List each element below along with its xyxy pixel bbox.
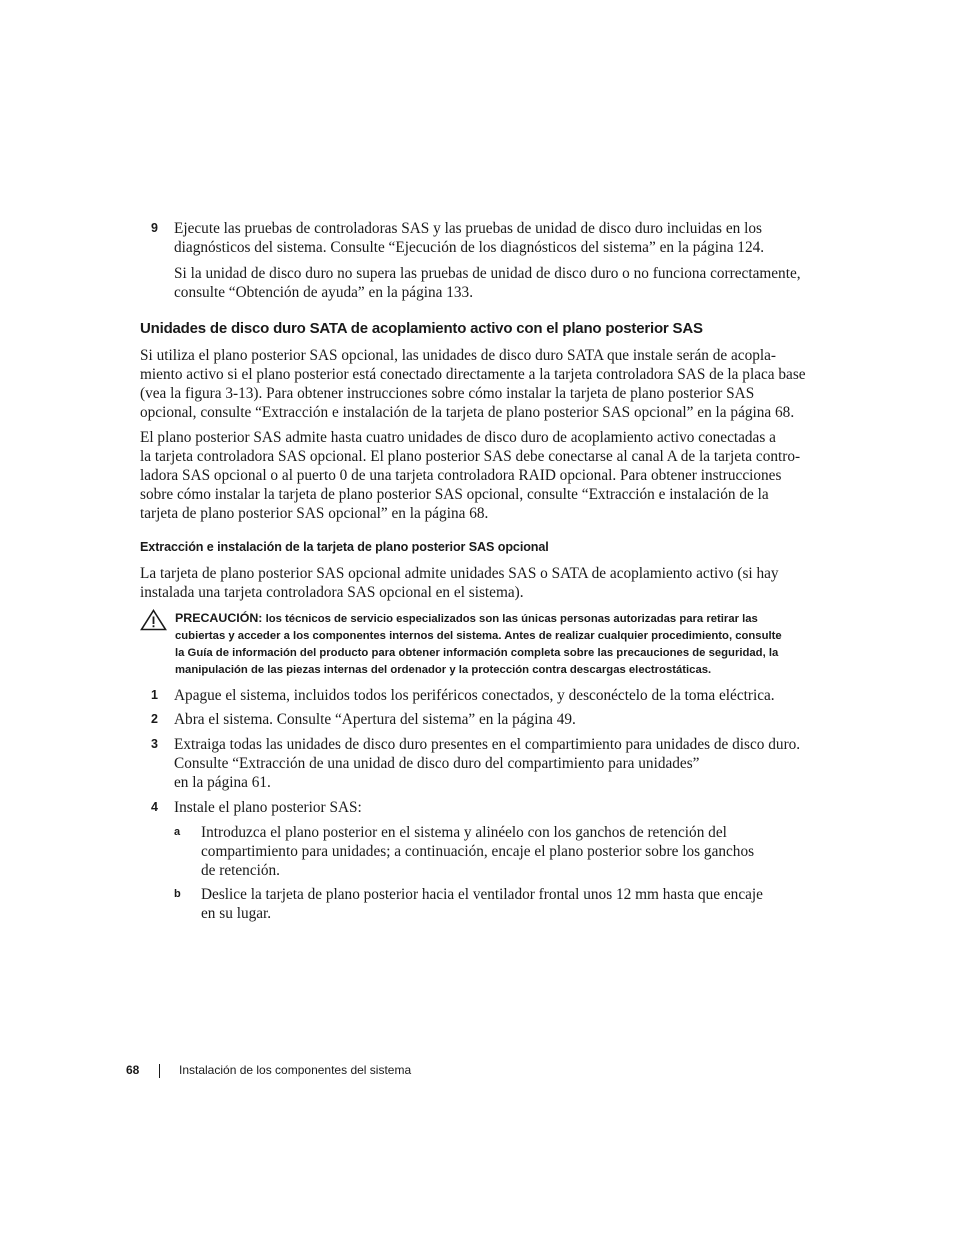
step-text — [174, 219, 764, 257]
section-heading: Unidades de disco duro SATA de acoplamiento activo con el plano posterior SAS — [140, 320, 703, 337]
step-text — [174, 735, 800, 792]
caution-label: PRECAUCIÓN: — [175, 611, 263, 625]
footer-separator — [159, 1064, 160, 1078]
paragraph — [140, 346, 806, 422]
warning-triangle-icon — [140, 609, 167, 631]
text-line: El plano posterior SAS admite hasta cuatro unidades de disco duro de acoplamiento activo conectadas a — [140, 429, 776, 446]
text-line: de retención. — [201, 862, 280, 879]
footer-title: Instalación de los componentes del sistema — [179, 1063, 412, 1077]
text-line: diagnósticos del sistema. Consulte “Ejecución de los diagnósticos del sistema” en la página 124. — [174, 239, 765, 256]
substep-letter: a — [174, 826, 181, 838]
text-line: Deslice la tarjeta de plano posterior hacia el ventilador frontal unos 12 mm hasta que encaje — [201, 886, 763, 903]
substep-text — [201, 885, 763, 923]
text-line: Abra el sistema. Consulte “Apertura del sistema” en la página 49. — [174, 711, 576, 728]
page-number: 68 — [126, 1063, 140, 1077]
step-number: 1 — [151, 688, 158, 702]
step-text — [174, 798, 362, 817]
paragraph — [140, 428, 800, 523]
text-line: Introduzca el plano posterior en el sistema y alinéelo con los ganchos de retención del — [201, 824, 727, 841]
text-line: la tarjeta controladora SAS opcional. El plano posterior SAS debe conectarse al canal A de la tarjeta contro- — [140, 448, 801, 465]
substep-text — [201, 823, 754, 880]
step-number: 9 — [151, 221, 158, 235]
step-note — [174, 264, 801, 302]
text-line: (vea la figura 3-13). Para obtener instrucciones sobre cómo instalar la tarjeta de plano posterior SAS — [140, 385, 755, 402]
text-line: compartimiento para unidades; a continuación, encaje el plano posterior sobre los ganchos — [201, 843, 755, 860]
text-line: Apague el sistema, incluidos todos los periféricos conectados, y desconéctelo de la toma eléctrica. — [174, 687, 775, 704]
text-line: Si la unidad de disco duro no supera las pruebas de unidad de disco duro o no funciona correctamente, — [174, 265, 801, 282]
text-line: Instale el plano posterior SAS: — [174, 799, 362, 816]
substep-letter: b — [174, 888, 181, 900]
text-line: tarjeta de plano posterior SAS opcional” en la página 68. — [140, 505, 489, 522]
step-number: 2 — [151, 712, 158, 726]
text-line: Consulte “Extracción de una unidad de disco duro del compartimiento para unidades” — [174, 755, 700, 772]
caution-line: cubiertas y acceder a los componentes internos del sistema. Antes de realizar cualquier procedimiento, consulte — [175, 630, 782, 642]
text-line: Extraiga todas las unidades de disco duro presentes en el compartimiento para unidades de disco duro. — [174, 736, 801, 753]
text-line: opcional, consulte “Extracción e instalación de la tarjeta de plano posterior SAS opcional” en la página 68. — [140, 404, 795, 421]
text-line: consulte “Obtención de ayuda” en la página 133. — [174, 284, 474, 301]
paragraph — [140, 564, 779, 602]
text-line: Ejecute las pruebas de controladoras SAS y las pruebas de unidad de disco duro incluidas en los — [174, 220, 762, 237]
step-text — [174, 686, 775, 705]
text-line: en su lugar. — [201, 905, 272, 922]
step-number: 4 — [151, 800, 158, 814]
caution-line: manipulación de las piezas internas del ordenador y la protección contra descargas electrostáticas. — [175, 664, 712, 676]
text-line: Si utiliza el plano posterior SAS opcional, las unidades de disco duro SATA que instale serán de acopla- — [140, 347, 777, 364]
text-line: miento activo si el plano posterior está conectado directamente a la tarjeta controladora SAS de la placa base — [140, 366, 806, 383]
step-text — [174, 710, 576, 729]
text-line: en la página 61. — [174, 774, 271, 791]
text-line: ladora SAS opcional o al puerto 0 de una tarjeta controladora RAID opcional. Para obtener instrucciones — [140, 467, 782, 484]
caution-line: la Guía de información del producto para obtener información completa sobre las precauciones de seguridad, la — [175, 647, 779, 659]
caution-line — [175, 610, 825, 628]
caution-notice — [175, 610, 825, 679]
text-line: sobre cómo instalar la tarjeta de plano posterior SAS opcional, consulte “Extracción e instalación de la — [140, 486, 769, 503]
text-line: instalada una tarjeta controladora SAS opcional en el sistema). — [140, 584, 524, 601]
text-line: los técnicos de servicio especializados son las únicas personas autorizadas para retirar las — [265, 613, 758, 625]
step-number: 3 — [151, 737, 158, 751]
subsection-heading: Extracción e instalación de la tarjeta de plano posterior SAS opcional — [140, 540, 549, 554]
text-line: La tarjeta de plano posterior SAS opcional admite unidades SAS o SATA de acoplamiento activo (si hay — [140, 565, 779, 582]
